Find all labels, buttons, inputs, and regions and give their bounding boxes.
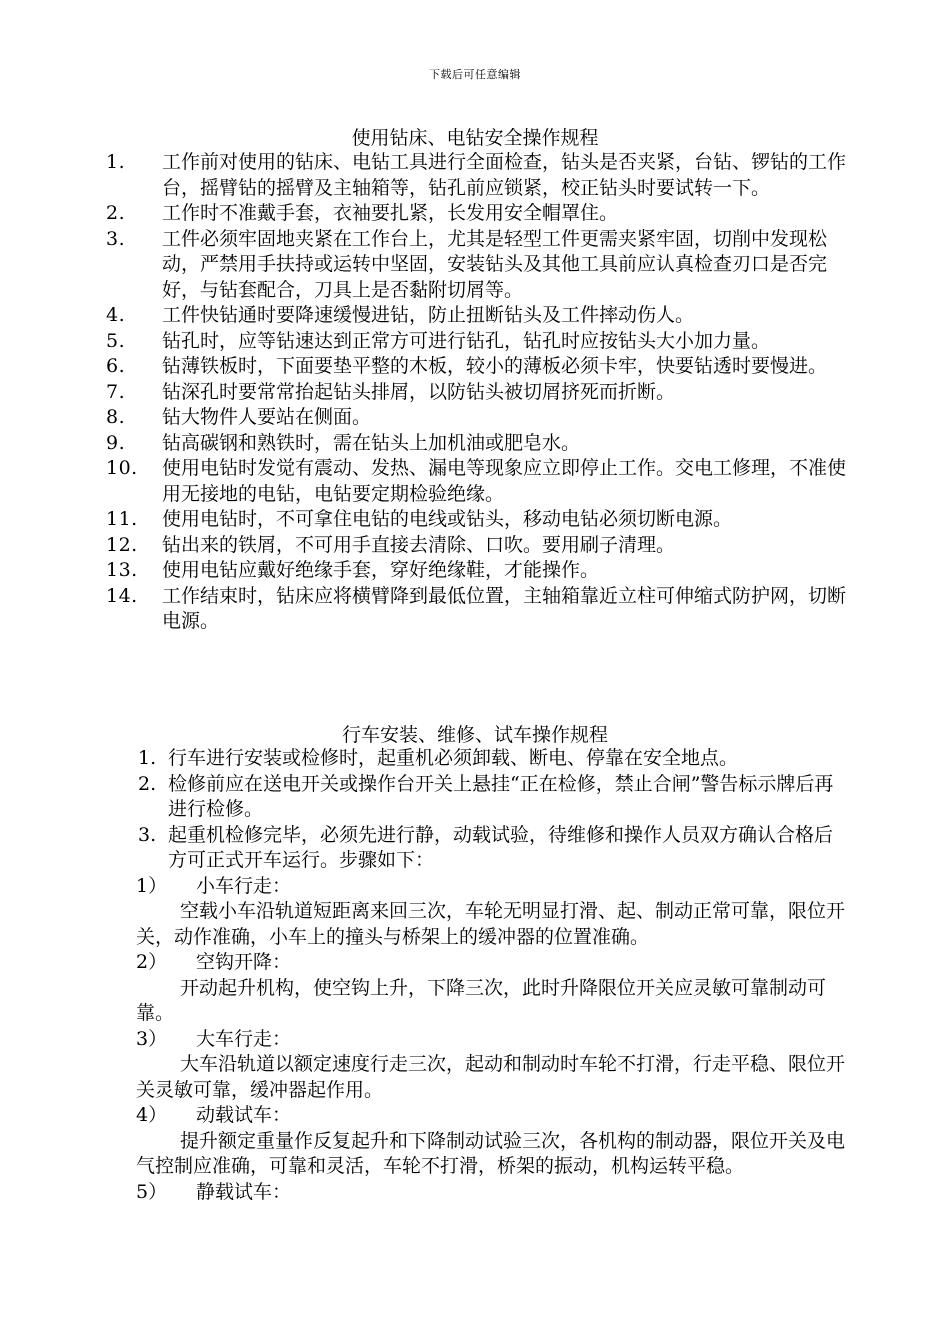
item-text: 工作时不准戴手套，衣袖要扎紧，长发用安全帽罩住。 — [162, 202, 619, 224]
item-number: 2. — [138, 772, 157, 795]
step-number: 3） — [136, 1027, 168, 1050]
section2-body — [138, 746, 850, 1205]
item-number: 10. — [106, 457, 138, 479]
item-number: 1. — [106, 151, 126, 173]
item-number: 2. — [106, 202, 126, 224]
step-heading — [136, 1180, 850, 1206]
step-title: 动载试车： — [196, 1104, 292, 1126]
item-number: 11. — [106, 508, 138, 530]
list-item — [106, 227, 856, 304]
section2-title: 行车安装、维修、试车操作规程 — [341, 724, 608, 746]
item-number: 1. — [138, 747, 157, 769]
step-number: 2） — [136, 951, 168, 973]
item-text: 钻薄铁板时，下面要垫平整的木板，较小的薄板必须卡牢，快要钻透时要慢进。 — [162, 355, 828, 377]
list-item — [106, 150, 856, 201]
step-heading — [136, 1027, 850, 1053]
item-text: 起重机检修完毕，必须先进行静，动载试验，待维修和操作人员双方确认合格后方可正式开车运行。步骤如下： — [168, 823, 834, 871]
list-item — [138, 746, 850, 772]
list-item — [106, 431, 856, 457]
item-text: 检修前应在送电开关或操作台开关上悬挂“正在检修，禁止合闸”警告标示牌后再进行检修。 — [168, 772, 834, 820]
item-text: 使用电钻时发觉有震动、发热、漏电等现象应立即停止工作。交电工修理，不准使用无接地的电钻，电钻要定期检验绝缘。 — [162, 457, 847, 505]
item-text: 钻深孔时要常常抬起钻头排屑，以防钻头被切屑挤死而折断。 — [162, 380, 676, 403]
item-number: 4. — [106, 304, 126, 326]
list-item — [138, 772, 850, 823]
item-text: 钻高碳钢和熟铁时，需在钻头上加机油或肥皂水。 — [162, 431, 581, 454]
step-title: 空钩开降： — [196, 951, 292, 973]
item-number: 13. — [106, 559, 138, 581]
item-text: 工件快钻通时要降速缓慢进钻，防止扭断钻头及工件摔动伤人。 — [162, 304, 695, 326]
step-paragraph: 空载小车沿轨道短距离来回三次，车轮无明显打滑、起、制动正常可靠，限位开关，动作准确，小车上的撞头与桥架上的缓冲器的位置准确。 — [136, 900, 846, 948]
item-number: 9. — [106, 431, 126, 454]
item-number: 5. — [106, 329, 126, 352]
section1-title: 使用钻床、电钻安全操作规程 — [351, 127, 599, 149]
item-text: 行车进行安装或检修时，起重机必须卸载、断电、停靠在安全地点。 — [168, 747, 739, 769]
step-heading — [136, 1103, 850, 1129]
item-text: 工作前对使用的钻床、电钻工具进行全面检查，钻头是否夹紧，台钻、锣钻的工作台，摇臂钻的摇臂及主轴箱等，钻孔前应锁紧，校正钻头时要试转一下。 — [162, 151, 847, 199]
list-item — [106, 380, 856, 406]
list-item — [106, 456, 856, 507]
test-steps — [136, 874, 850, 1206]
step-number: 1） — [136, 874, 168, 897]
item-text: 钻出来的铁屑，不可用手直接去清除、口吹。要用刷子清理。 — [162, 533, 676, 556]
item-text: 钻大物件人要站在侧面。 — [162, 406, 372, 428]
step-heading — [136, 950, 850, 976]
section1-list — [106, 150, 856, 635]
item-text: 钻孔时，应等钻速达到正常方可进行钻孔，钻孔时应按钻头大小加力量。 — [162, 329, 771, 352]
list-item — [106, 533, 856, 559]
step-number: 4） — [136, 1104, 168, 1126]
list-item — [106, 329, 856, 355]
item-number: 12. — [106, 533, 138, 556]
list-item — [106, 303, 856, 329]
step-paragraph: 提升额定重量作反复起升和下降制动试验三次，各机构的制动器，限位开关及电气控制应准确，可靠和灵活，车轮不打滑，桥架的振动，机构运转平稳。 — [136, 1129, 846, 1177]
step-title: 小车行走： — [196, 874, 292, 897]
item-number: 8. — [106, 406, 126, 428]
item-number: 14. — [106, 584, 138, 607]
item-number: 6. — [106, 355, 126, 377]
item-text: 工件必须牢固地夹紧在工作台上，尤其是轻型工件更需夹紧牢固，切削中发现松动，严禁用手扶持或运转中坚固，安装钻头及其他工具前应认真检查刃口是否完好，与钻套配合，刀具上是否黏附切屑等。 — [162, 227, 828, 301]
item-number: 3. — [138, 823, 157, 846]
step-heading — [136, 874, 850, 900]
list-item — [106, 584, 856, 635]
step-title: 静载试车： — [196, 1180, 292, 1203]
list-item — [138, 823, 850, 874]
item-text: 使用电钻应戴好绝缘手套，穿好绝缘鞋，才能操作。 — [162, 559, 600, 581]
step-title: 大车行走： — [196, 1027, 292, 1050]
step-number: 5） — [136, 1180, 168, 1203]
item-number: 3. — [106, 227, 126, 250]
item-text: 工作结束时，钻床应将横臂降到最低位置，主轴箱靠近立柱可伸缩式防护网，切断电源。 — [162, 584, 847, 632]
item-text: 使用电钻时，不可拿住电钻的电线或钻头，移动电钻必须切断电源。 — [162, 508, 733, 530]
list-item — [106, 558, 856, 584]
page-header: 下载后可任意编辑 — [429, 68, 521, 81]
list-item — [106, 354, 856, 380]
list-item — [106, 405, 856, 431]
step-paragraph: 大车沿轨道以额定速度行走三次，起动和制动时车轮不打滑，行走平稳、限位开关灵敏可靠，缓冲器起作用。 — [136, 1053, 846, 1101]
item-number: 7. — [106, 380, 126, 403]
step-paragraph: 开动起升机构，使空钩上升，下降三次，此时升降限位开关应灵敏可靠制动可靠。 — [136, 976, 827, 1024]
list-item — [106, 507, 856, 533]
list-item — [106, 201, 856, 227]
